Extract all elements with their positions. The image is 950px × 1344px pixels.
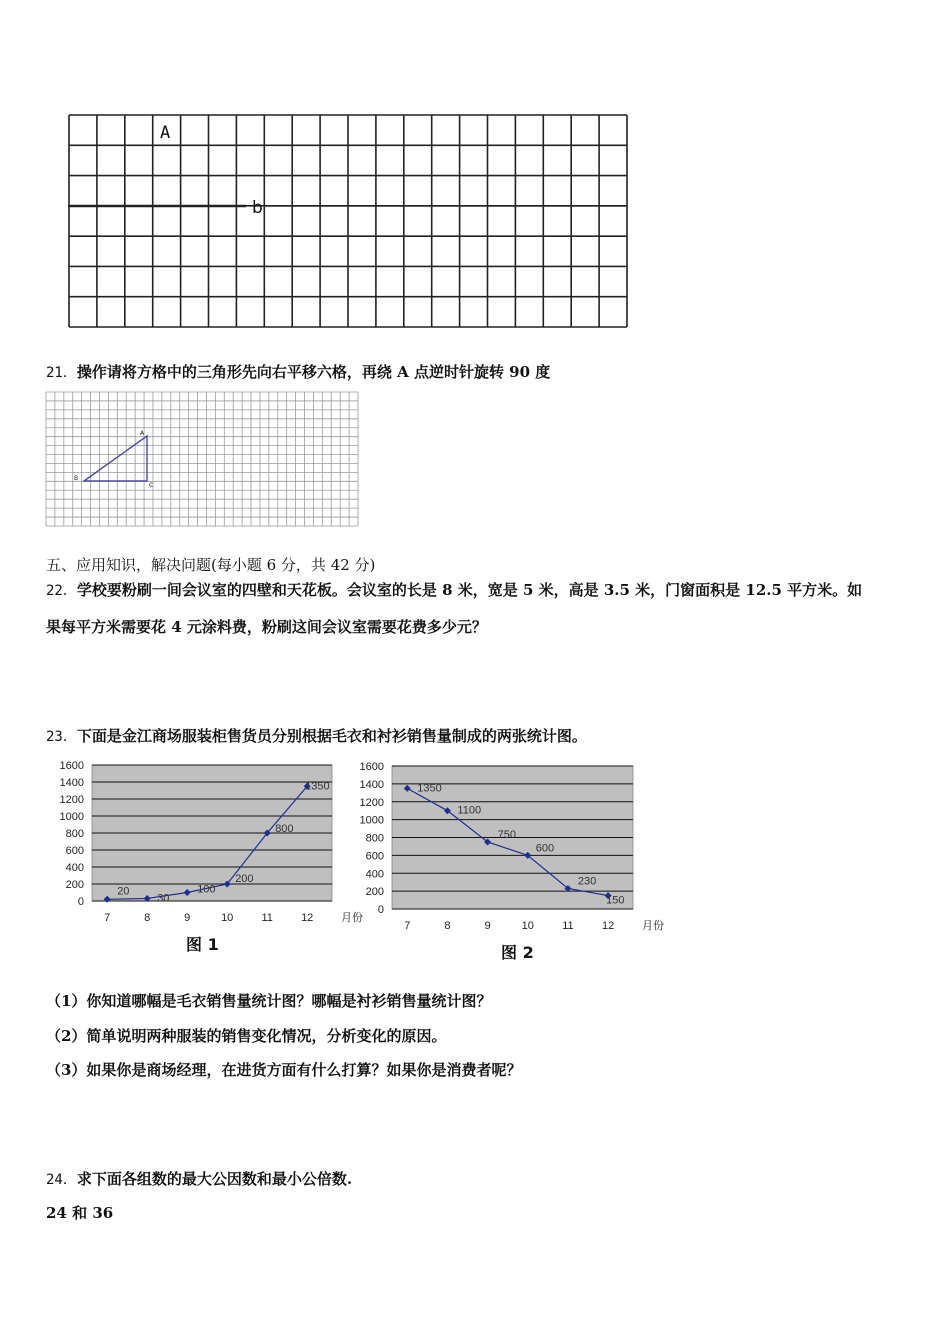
question-text-line1: 学校要粉刷一间会议室的四壁和天花板。会议室的长是 8 米，宽是 5 米，高是 3.5 米，门窗面积是 12.5 平方米。如	[76, 581, 863, 599]
section-title: 五、应用知识，解决问题(每小题 6 分，共 42 分)	[46, 556, 376, 574]
y-tick-label: 800	[365, 832, 384, 845]
question-number: 22．	[46, 583, 77, 599]
data-label: 800	[275, 823, 294, 835]
question-22	[46, 579, 862, 600]
y-tick-label: 1400	[59, 777, 84, 789]
question-number: 24．	[46, 1172, 77, 1188]
x-axis-label: 月份	[642, 920, 664, 932]
data-label: 600	[535, 842, 555, 855]
vertex-b-label: B	[74, 475, 79, 482]
vertex-a-label: A	[140, 430, 145, 437]
x-tick-label: 12	[301, 912, 314, 924]
y-tick-label: 600	[365, 850, 384, 863]
point-a-label: A	[160, 123, 171, 143]
question-23-sub2: （2）简单说明两种服装的销售变化情况，分析变化的原因。	[46, 1027, 447, 1045]
question-23-sub3: （3）如果你是商场经理，在进货方面有什么打算？如果你是消费者呢？	[46, 1061, 522, 1079]
y-tick-label: 400	[365, 868, 384, 881]
x-tick-label: 7	[404, 920, 411, 932]
y-tick-label: 200	[365, 886, 384, 899]
y-tick-label: 1400	[359, 778, 384, 791]
question-text: 下面是金江商场服装柜售货员分别根据毛衣和衬衫销售量制成的两张统计图。	[76, 727, 587, 745]
y-tick-label: 400	[65, 862, 84, 874]
chart-1	[40, 755, 370, 930]
data-label: 150	[606, 894, 625, 907]
question-24	[46, 1168, 352, 1189]
data-label: 200	[235, 873, 254, 885]
question-23	[46, 725, 587, 746]
data-label: 100	[197, 883, 216, 896]
question-23-sub1: （1）你知道哪幅是毛衣销售量统计图？哪幅是衬衫销售量统计图？	[46, 992, 492, 1010]
y-tick-label: 1600	[359, 761, 384, 773]
y-tick-label: 200	[65, 879, 84, 891]
data-label: 1100	[457, 804, 482, 817]
question-21	[46, 361, 550, 382]
chart-1-title: 图 1	[186, 935, 219, 954]
y-tick-label: 1600	[59, 760, 84, 772]
vertex-c-label: C	[149, 482, 154, 489]
question-number: 23．	[46, 729, 77, 745]
x-tick-label: 9	[484, 920, 491, 932]
data-label: 30	[157, 892, 170, 905]
data-label: 230	[577, 875, 597, 888]
x-tick-label: 10	[221, 912, 234, 924]
x-axis-label: 月份	[341, 912, 363, 924]
x-tick-label: 11	[261, 912, 273, 924]
question-text: 操作请将方格中的三角形先向右平移六格，再绕 A 点逆时针旋转 90 度	[76, 363, 551, 381]
question-24-item: 24 和 36	[46, 1204, 114, 1222]
y-tick-label: 1200	[59, 794, 84, 806]
data-label: 20	[117, 885, 130, 898]
y-tick-label: 0	[377, 904, 384, 916]
question-22-line2: 果每平方米需要花 4 元涂料费，粉刷这间会议室需要花费多少元？	[46, 618, 487, 636]
x-tick-label: 9	[184, 912, 191, 924]
translation-grid	[66, 112, 632, 334]
chart-2	[345, 758, 665, 938]
y-tick-label: 1000	[59, 811, 84, 823]
x-tick-label: 7	[104, 912, 111, 924]
question-text: 求下面各组数的最大公因数和最小公倍数.	[76, 1170, 353, 1188]
triangle-grid	[45, 391, 361, 529]
question-number: 21．	[46, 365, 77, 381]
y-tick-label: 600	[65, 845, 84, 857]
x-tick-label: 12	[601, 920, 615, 932]
data-label: 1350	[305, 780, 330, 793]
line-b-label: b	[252, 198, 263, 218]
data-label: 750	[497, 828, 516, 841]
x-tick-label: 11	[562, 920, 574, 932]
data-label: 1350	[417, 782, 442, 795]
x-tick-label: 8	[144, 912, 151, 924]
y-tick-label: 800	[65, 828, 84, 840]
chart-2-title: 图 2	[501, 943, 534, 962]
y-tick-label: 0	[77, 896, 84, 908]
triangle-abc	[84, 436, 147, 481]
x-tick-label: 8	[444, 920, 451, 932]
y-tick-label: 1200	[359, 796, 384, 809]
y-tick-label: 1000	[359, 814, 384, 827]
x-tick-label: 10	[521, 920, 534, 932]
